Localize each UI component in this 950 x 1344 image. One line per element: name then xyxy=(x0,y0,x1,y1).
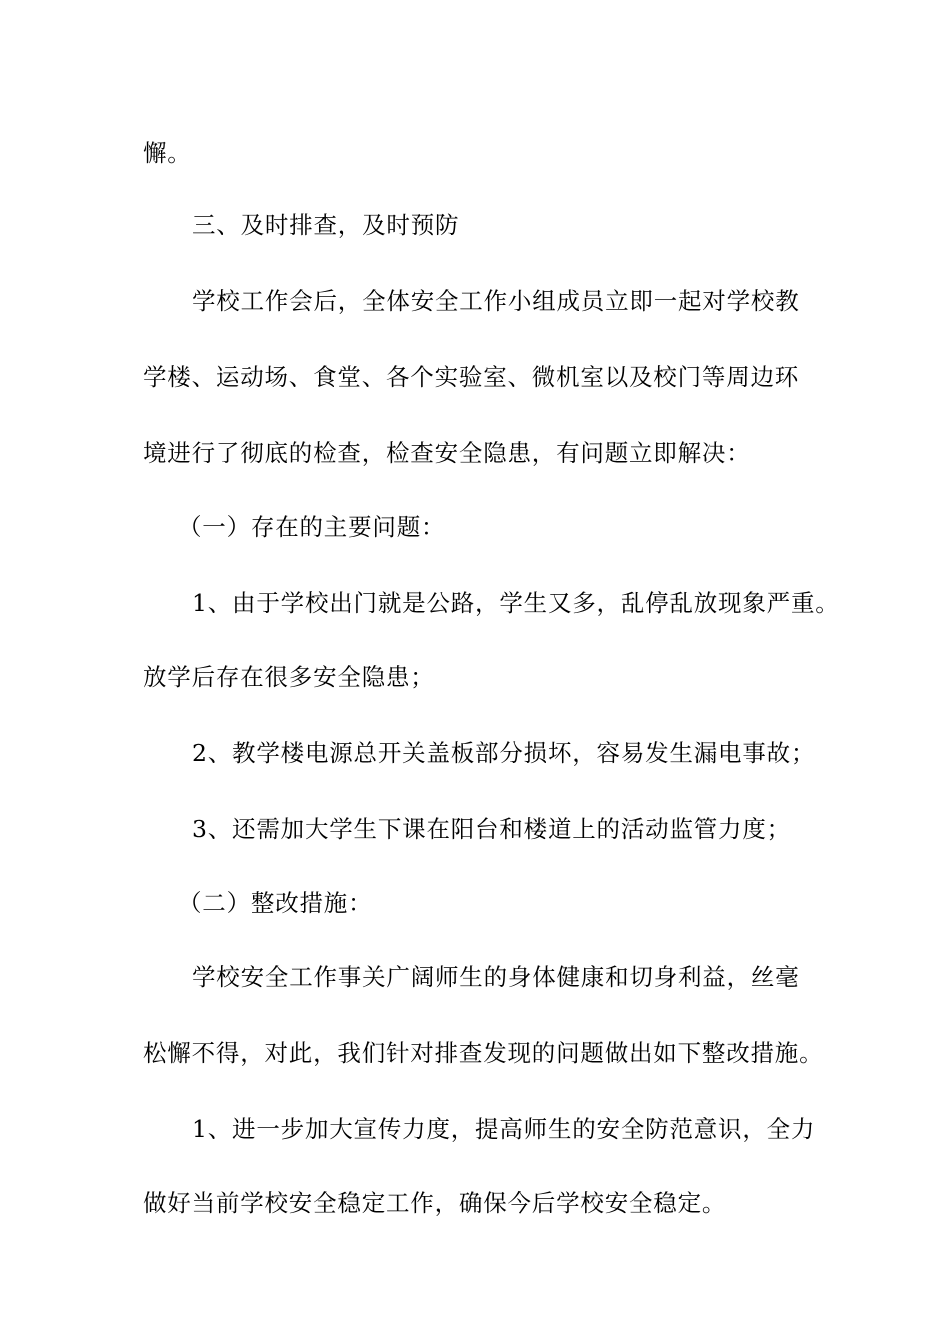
list-item: 1、进一步加大宣传力度，提高师生的安全防范意识，全力 xyxy=(192,1115,816,1143)
text-line: 学校工作会后，全体安全工作小组成员立即一起对学校教 xyxy=(192,287,800,315)
subsection-heading: （二）整改措施： xyxy=(178,889,373,917)
subsection-heading: （一）存在的主要问题： xyxy=(178,513,446,541)
list-item: 3、还需加大学生下课在阳台和楼道上的活动监管力度； xyxy=(192,815,791,843)
text-line: 境进行了彻底的检查，检查安全隐患，有问题立即解决： xyxy=(143,439,751,467)
section-heading: 三、及时排查，及时预防 xyxy=(192,211,460,239)
list-item: 2、教学楼电源总开关盖板部分损坏，容易发生漏电事故； xyxy=(192,739,816,767)
text-line: 松懈不得，对此，我们针对排查发现的问题做出如下整改措施。 xyxy=(143,1039,824,1067)
text-line: 懈。 xyxy=(143,139,192,167)
text-line: 放学后存在很多安全隐患； xyxy=(143,663,435,691)
text-line: 学校安全工作事关广阔师生的身体健康和切身利益，丝毫 xyxy=(192,963,800,991)
list-item: 1、由于学校出门就是公路，学生又多，乱停乱放现象严重。 xyxy=(192,589,840,617)
text-line: 做好当前学校安全稳定工作，确保今后学校安全稳定。 xyxy=(143,1189,727,1217)
text-line: 学楼、运动场、食堂、各个实验室、微机室以及校门等周边环 xyxy=(143,363,800,391)
